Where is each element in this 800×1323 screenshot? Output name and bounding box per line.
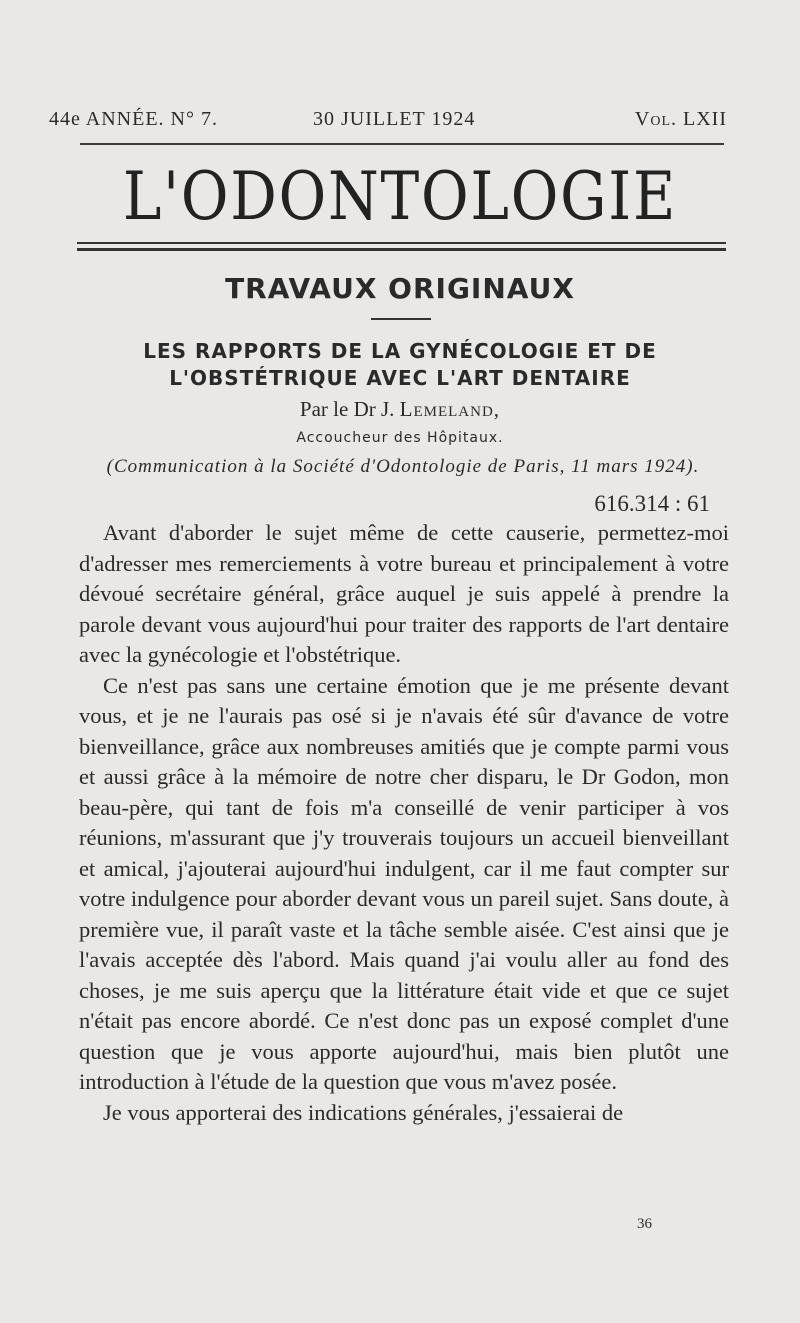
page-number: 36 xyxy=(637,1216,652,1232)
article-body xyxy=(79,518,729,1128)
article-title-line-1: LES RAPPORTS DE LA GYNÉCOLOGIE ET DE xyxy=(143,339,657,363)
article-title xyxy=(0,338,800,392)
paragraph-1: Avant d'aborder le sujet même de cette causerie, permettez-moi d'adresser mes remerciements à votre bureau et principalement à votre dévoué secrétaire général, grâce auquel je suis appelé à prendre la parole devant vous aujourd'hui pour traiter des rapports de l'art dentaire avec la gynécologie et l'obstétrique. xyxy=(79,520,729,667)
issue-number: 44e ANNÉE. N° 7. xyxy=(49,108,218,130)
byline-prefix: Par le Dr J. xyxy=(299,397,395,421)
author-affiliation: Accoucheur des Hôpitaux. xyxy=(296,430,504,446)
byline xyxy=(0,397,800,422)
journal-title: L'ODONTOLOGIE xyxy=(122,158,678,235)
section-title: TRAVAUX ORIGINAUX xyxy=(225,272,575,305)
classification-code: 616.314 : 61 xyxy=(594,491,710,516)
header-rule xyxy=(80,143,724,145)
article-title-line-2: L'OBSTÉTRIQUE AVEC L'ART DENTAIRE xyxy=(169,366,631,390)
section-divider xyxy=(371,318,431,320)
issue-date: 30 JUILLET 1924 xyxy=(313,108,476,130)
communication-note: (Communication à la Société d'Odontologie de Paris, 11 mars 1924). xyxy=(106,456,700,477)
title-rule-thin xyxy=(77,242,726,244)
author-name: Lemeland, xyxy=(399,397,501,421)
paragraph-2: Ce n'est pas sans une certaine émotion que je me présente devant vous, et je ne l'aurais pas osé si je n'avais été sûr d'avance de votre bienveillance, grâce aux nombreuses amitiés que je compte parmi vous et aussi grâce à la mémoire de notre cher disparu, le Dr Godon, mon beau-père, qui tant de fois m'a conseillé de venir participer à vos réunions, m'assurant que j'y trouverais toujours un accueil bienveillant et amical, j'ajouterai aujourd'hui indulgent, car il me faut compter sur votre indulgence pour aborder devant vous un pareil sujet. Sans doute, à première vue, il paraît vaste et la tâche semble aisée. C'est ainsi que je l'avais acceptée dès l'abord. Mais quand j'ai voulu aller au fond des choses, je me suis aperçu que la littérature était vide et que ce sujet n'était pas encore abordé. Ce n'est donc pas un exposé complet d'une question que je vous apporte aujourd'hui, mais bien plutôt une introduction à l'étude de la question que vous m'avez posée. xyxy=(79,672,729,1094)
paragraph-3: Je vous apporterai des indications générales, j'essaierai de xyxy=(103,1099,624,1125)
running-head xyxy=(49,108,727,138)
volume-number: Vol. LXII xyxy=(634,108,727,130)
title-rule-thick xyxy=(77,248,726,251)
